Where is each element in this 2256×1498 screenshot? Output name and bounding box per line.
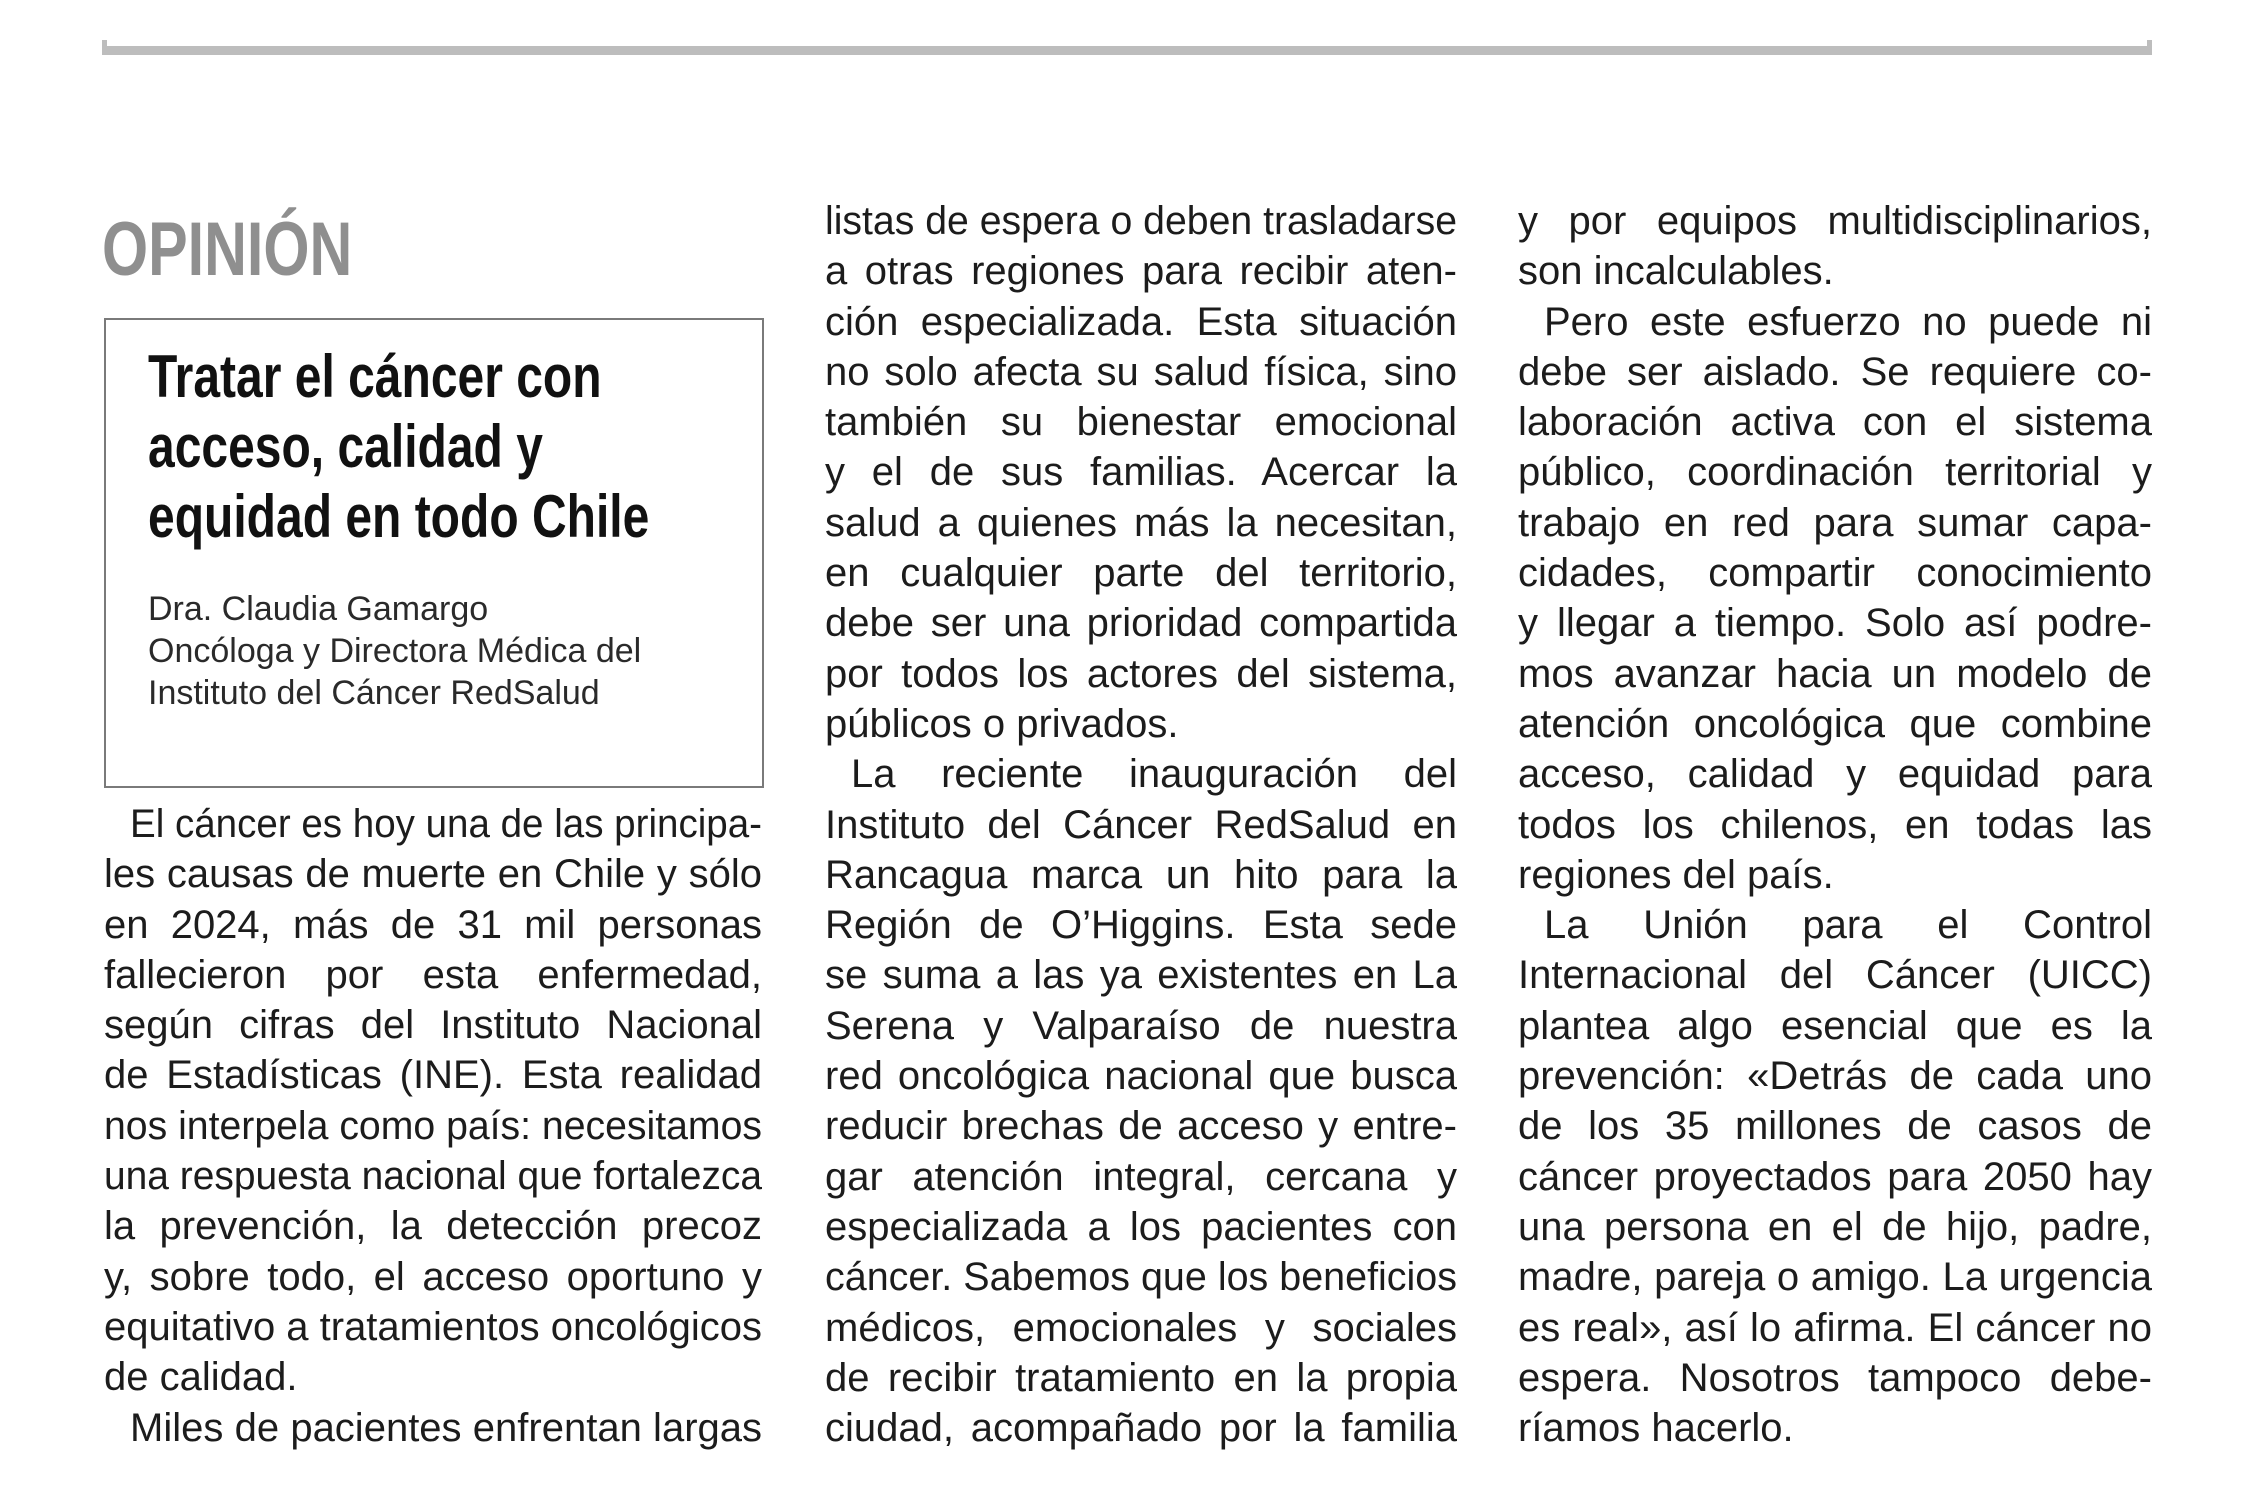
text-line: cáncer proyectados para 2050 hay <box>1518 1154 2152 1199</box>
text-line: reducir brechas de acceso y entre- <box>825 1104 1457 1149</box>
text-line: y por equipos multidisciplinarios, <box>1518 199 2152 243</box>
text-line: regiones del país. <box>1518 852 1834 897</box>
text-line: de Estadísticas (INE). Esta realidad <box>104 1053 762 1098</box>
text-line: son incalculables. <box>1518 249 1834 294</box>
text-line: de calidad. <box>104 1355 298 1400</box>
text-line: no solo afecta su salud física, sino <box>825 349 1457 394</box>
text-line: les causas de muerte en Chile y sólo <box>104 852 762 897</box>
text-line: Pero este esfuerzo no puede ni <box>1544 299 2152 344</box>
text-column-3 <box>1518 196 2152 1453</box>
text-line: público, coordinación territorial y <box>1518 450 2152 495</box>
author-name: Dra. Claudia Gamargo <box>148 590 489 628</box>
text-line: espera. Nosotros tampoco debe- <box>1518 1355 2152 1400</box>
text-line: se suma a las ya existentes en La <box>825 953 1457 998</box>
section-label: OPINIÓN <box>102 207 353 292</box>
text-line: laboración activa con el sistema <box>1518 400 2152 445</box>
text-column-2 <box>825 196 1457 1453</box>
text-line: y llegar a tiempo. Solo así podre- <box>1518 601 2152 646</box>
text-line: Serena y Valparaíso de nuestra <box>825 1003 1457 1048</box>
text-line: por todos los actores del sistema, <box>825 651 1457 696</box>
text-line: públicos o privados. <box>825 701 1179 746</box>
text-line: Internacional del Cáncer (UICC) <box>1518 953 2152 998</box>
text-line: cáncer. Sabemos que los beneficios <box>825 1255 1457 1300</box>
text-line: en 2024, más de 31 mil personas <box>104 902 762 947</box>
text-line: listas de espera o deben trasladarse <box>825 199 1457 243</box>
text-line: debe ser aislado. Se requiere co- <box>1518 349 2152 394</box>
text-line: debe ser una prioridad compartida <box>825 601 1457 646</box>
text-column-1 <box>104 799 762 1453</box>
text-line: atención oncológica que combine <box>1518 701 2152 746</box>
headline-line: Tratar el cáncer con <box>148 343 602 410</box>
text-line: El cáncer es hoy una de las principa- <box>130 802 762 846</box>
text-line: La reciente inauguración del <box>851 752 1457 797</box>
text-line: prevención: «Detrás de cada uno <box>1518 1054 2152 1099</box>
text-line: La Unión para el Control <box>1544 903 2152 948</box>
text-line: Miles de pacientes enfrentan largas <box>130 1405 762 1450</box>
text-line: Instituto del Cáncer RedSalud en <box>825 802 1457 847</box>
text-line: equitativo a tratamientos oncológicos <box>104 1304 762 1349</box>
text-line: Rancagua marca un hito para la <box>825 852 1457 897</box>
text-line: es real», así lo afirma. El cáncer no <box>1518 1305 2152 1350</box>
text-line: especializada a los pacientes con <box>825 1204 1457 1249</box>
top-rule <box>102 46 2152 55</box>
text-line: fallecieron por esta enfermedad, <box>104 952 762 997</box>
article-headline <box>148 342 788 552</box>
headline-box <box>104 318 764 788</box>
text-line: todos los chilenos, en todas las <box>1518 802 2152 847</box>
text-line: de los 35 millones de casos de <box>1518 1104 2152 1149</box>
text-line: cidades, compartir conocimiento <box>1518 551 2152 596</box>
author-title: Oncóloga y Directora Médica del <box>148 632 642 670</box>
text-line: y, sobre todo, el acceso oportuno y <box>104 1254 762 1299</box>
headline-line: acceso, calidad y <box>148 413 543 480</box>
headline-line: equidad en todo Chile <box>148 483 650 550</box>
text-line: trabajo en red para sumar capa- <box>1518 500 2152 545</box>
text-line: Región de O’Higgins. Esta sede <box>825 903 1457 948</box>
text-line: en cualquier parte del territorio, <box>825 551 1457 596</box>
text-line: y el de sus familias. Acercar la <box>825 450 1457 495</box>
text-line: una persona en el de hijo, padre, <box>1518 1204 2152 1249</box>
text-line: también su bienestar emocional <box>825 400 1457 445</box>
text-line: una respuesta nacional que fortalezca <box>104 1154 762 1199</box>
text-line: según cifras del Instituto Nacional <box>104 1003 762 1048</box>
text-line: médicos, emocionales y sociales <box>825 1305 1457 1350</box>
author-institution: Instituto del Cáncer RedSalud <box>148 674 600 712</box>
text-line: acceso, calidad y equidad para <box>1518 752 2152 797</box>
text-line: a otras regiones para recibir aten- <box>825 249 1457 294</box>
text-line: gar atención integral, cercana y <box>825 1154 1457 1199</box>
author-byline <box>148 588 641 714</box>
text-line: ción especializada. Esta situación <box>825 299 1457 344</box>
text-line: mos avanzar hacia un modelo de <box>1518 651 2152 696</box>
text-line: madre, pareja o amigo. La urgencia <box>1518 1255 2152 1300</box>
text-line: nos interpela como país: necesitamos <box>104 1103 762 1148</box>
text-line: de recibir tratamiento en la propia <box>825 1355 1457 1400</box>
text-line: ríamos hacerlo. <box>1518 1406 1794 1451</box>
text-line: salud a quienes más la necesitan, <box>825 500 1457 545</box>
text-line: la prevención, la detección precoz <box>104 1204 762 1249</box>
text-line: ciudad, acompañado por la familia <box>825 1406 1457 1451</box>
text-line: red oncológica nacional que busca <box>825 1054 1457 1099</box>
text-line: plantea algo esencial que es la <box>1518 1003 2152 1048</box>
